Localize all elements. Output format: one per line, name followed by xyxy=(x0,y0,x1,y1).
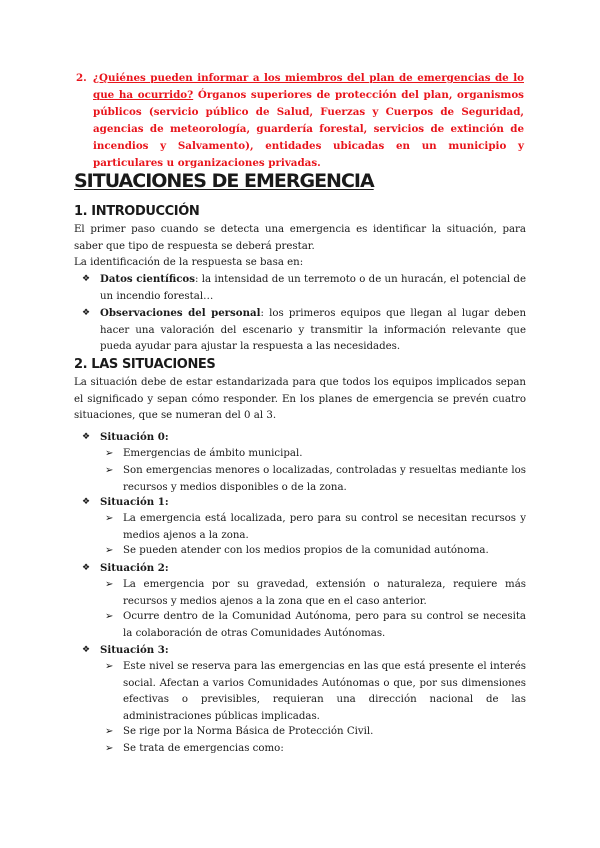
numbered-question-item xyxy=(76,70,524,172)
arrow-bullet-icon: ➢ xyxy=(105,545,114,556)
arrow-bullet-icon: ➢ xyxy=(105,661,114,672)
diamond-bullet-icon: ❖ xyxy=(82,645,91,655)
list-item: ➢ Se pueden atender con los medios propios de la comunidad autónoma. xyxy=(105,543,526,560)
arrow-bullet-icon: ➢ xyxy=(105,579,114,590)
bullet-text: : la intensidad de un terremoto o de un huracán, el potencial de un incendio forestal… xyxy=(100,274,526,302)
situation-label-1: ❖ Situación 1: xyxy=(82,494,169,511)
diamond-bullet-icon: ❖ xyxy=(82,497,91,507)
list-item: ➢ Emergencias de ámbito municipal. xyxy=(105,446,526,463)
intro-lead-text: La identificación de la respuesta se basa en: xyxy=(74,257,304,268)
list-item: ➢ Ocurre dentro de la Comunidad Autónoma, pero para su control se necesita la colaboración de otras Comunidades Autónomas. xyxy=(105,611,526,639)
list-item xyxy=(82,305,526,356)
diamond-bullet-icon: ❖ xyxy=(82,432,91,442)
item-number: 2. xyxy=(76,72,87,84)
list-item: ➢ La emergencia por su gravedad, extensión o naturaleza, requiere más recursos y medios ajenos a la zona que en el caso anterior. xyxy=(105,579,526,607)
situation-label-0: ❖ Situación 0: xyxy=(82,429,169,446)
section-heading-situaciones: 2. LAS SITUACIONES xyxy=(74,357,216,372)
list-item xyxy=(82,271,526,305)
section-heading-introduccion: 1. INTRODUCCIÓN xyxy=(74,204,200,219)
question-text: ¿Quiénes pueden informar a los miembros del plan de emergencias de lo que ha ocurrido? xyxy=(93,72,524,101)
arrow-bullet-icon: ➢ xyxy=(105,726,114,737)
bullet-term: Observaciones del personal xyxy=(100,307,261,319)
bullet-term: Datos científicos xyxy=(100,273,195,285)
list-item: ➢ La emergencia está localizada, pero para su control se necesitan recursos y medios ajenos a la zona. xyxy=(105,513,526,541)
arrow-bullet-icon: ➢ xyxy=(105,611,114,622)
situaciones-paragraph: La situación debe de estar estandarizada para que todos los equipos implicados sepan el significado y sepan cómo responder. En los planes de emergencia se prevén cuatro situaciones, que se numeran del 0 al 3. xyxy=(74,377,526,421)
answer-text: Órganos superiores de protección del plan, organismos públicos (servicio público de Salud, Fuerzas y Cuerpos de Seguridad, agencias de meteorología, guardería forestal, servicios de extinción de incendios y Salvamento), entidades ubicadas en un municipio y particulares u organizaciones privadas. xyxy=(93,89,524,169)
diamond-bullet-icon: ❖ xyxy=(82,308,91,318)
list-item: ➢ Se trata de emergencias como: xyxy=(105,741,526,758)
arrow-bullet-icon: ➢ xyxy=(105,448,114,459)
diamond-bullet-icon: ❖ xyxy=(82,563,91,573)
arrow-bullet-icon: ➢ xyxy=(105,743,114,754)
arrow-bullet-icon: ➢ xyxy=(105,465,114,476)
situation-label-3: ❖ Situación 3: xyxy=(82,642,169,659)
list-item: ➢ Este nivel se reserva para las emergencias en las que está presente el interés social. Afectan a varios Comunidades Autónomas o que, por sus dimensiones efectivas o previsibles, requieran una dirección nacional de las administraciones públicas implicadas. xyxy=(105,661,526,722)
arrow-bullet-icon: ➢ xyxy=(105,513,114,524)
main-title: SITUACIONES DE EMERGENCIA xyxy=(74,170,374,192)
diamond-bullet-icon: ❖ xyxy=(82,274,91,284)
intro-paragraph: El primer paso cuando se detecta una emergencia es identificar la situación, para saber que tipo de respuesta se deberá prestar. xyxy=(74,224,526,252)
list-item: ➢ Son emergencias menores o localizadas, controladas y resueltas mediante los recursos y medios disponibles o de la zona. xyxy=(105,465,526,493)
list-item: ➢ Se rige por la Norma Básica de Protección Civil. xyxy=(105,724,526,741)
situation-label-2: ❖ Situación 2: xyxy=(82,560,169,577)
bullet-text: : los primeros equipos que llegan al lugar deben hacer una valoración del escenario y transmitir la información relevante que pueda ayudar para ajustar la respuesta a las necesidades. xyxy=(100,308,527,352)
